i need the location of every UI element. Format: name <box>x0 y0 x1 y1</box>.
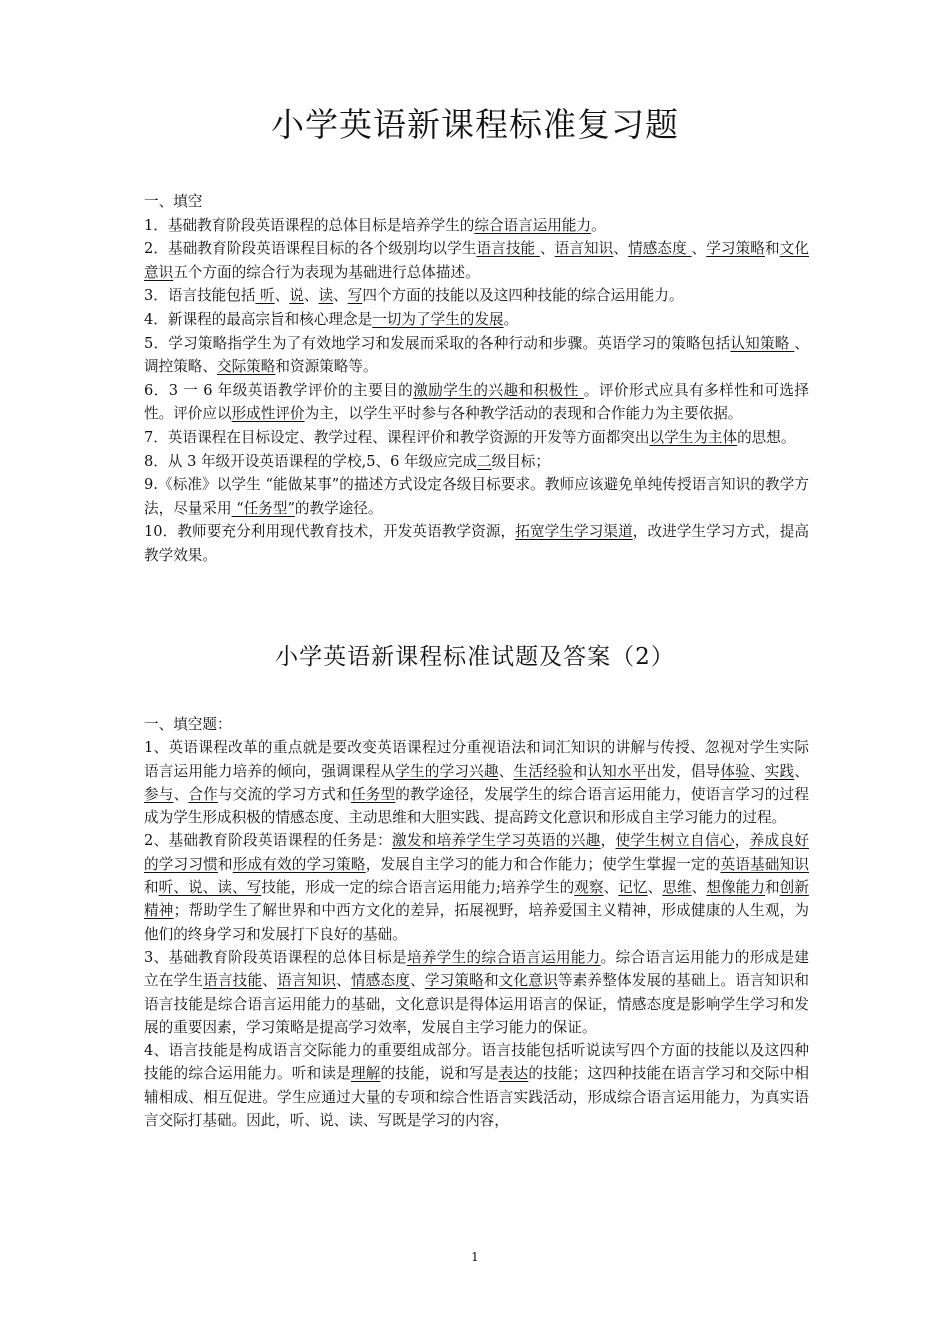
question-text: 10．教师要充分利用现代教育技术，开发英语教学资源， <box>144 523 516 541</box>
answer-text: 理解 <box>350 1065 381 1083</box>
answer-text: 学生的学习兴趣 <box>395 762 499 780</box>
question-text: 1．基础教育阶段英语课程的总体目标是培养学生的 <box>144 216 475 234</box>
question-text: 、调控策略、 <box>144 334 810 376</box>
question-list <box>144 214 809 568</box>
answer-text: 记忆 <box>618 879 648 897</box>
question-text: 的教学途径，发展学生的综合语言运用能力，使语言学习的过程成为学生形成积极的情感态度、主动思维和大胆实践、提高跨文化意识和形成自主学习能力的过程。 <box>144 785 809 827</box>
question-text: 。综合语言运用能力的形成是建立在学生 <box>144 948 809 990</box>
question-text: 和资源策略等。 <box>275 358 378 376</box>
answer-text: 思维 <box>662 879 692 897</box>
question-text: ， <box>600 832 616 850</box>
review-section <box>144 190 809 568</box>
question-text: 2．基础教育阶段英语课程目标的各个级别均以学生 <box>144 240 477 258</box>
answer-text: 综合语言运用能力 <box>474 216 592 234</box>
answer-text: 认知策略 <box>730 334 795 352</box>
question-text: 四个方面的技能以及这四种技能的综合运用能力。 <box>362 287 684 305</box>
answer-text: 语言知识 <box>277 972 337 990</box>
answer-text: 培养学生的综合语言运用能力 <box>406 948 601 966</box>
answer-text: 语言技能 <box>476 240 540 258</box>
question-text: 和 <box>764 240 780 258</box>
answer-text: 听、说、读、写 <box>158 879 262 897</box>
answer-text: 想像能力 <box>706 879 765 897</box>
section-heading: 一、填空题： <box>144 716 232 733</box>
question-text: 、 <box>498 762 514 780</box>
question-item <box>144 520 809 567</box>
second-title: 小学英语新课程标准试题及答案（2） <box>275 644 675 670</box>
question-text: 、 <box>336 972 351 990</box>
question-text: 、 <box>691 240 707 258</box>
question-text: 4、语言技能是构成语言交际能力的重要组成部分。语言技能包括听说读写四个方面的技能以及这四种技能的综合运用能力。听和读是 <box>144 1042 809 1083</box>
answer-text: 体验 <box>720 762 750 780</box>
question-text: 、 <box>262 972 278 990</box>
answer-text: 生活经验 <box>513 762 573 780</box>
answer-text: 观察 <box>574 879 604 897</box>
answer-text: 认知水平 <box>587 762 647 780</box>
question-text: 和 <box>217 855 233 873</box>
question-text: 和 <box>572 762 588 780</box>
answer-text: 文化意识 <box>498 972 558 990</box>
question-text: 9.《标准》以学生 “能做某事”的描述方式设定各级目标要求。教师应该避免单纯传授语言知识的教学方法，尽量采用 <box>144 476 809 517</box>
answer-text: 听 <box>255 287 275 305</box>
question-item <box>144 946 809 1039</box>
question-text: 4．新课程的最高宗旨和核心理念是 <box>144 310 373 328</box>
question-text: 的技能，说和写是 <box>380 1065 499 1083</box>
question-text: ，改进学生学习方式，提高教学效果。 <box>144 523 809 564</box>
question-text: 、 <box>613 240 629 258</box>
question-text: 5．学习策略指学生为了有效地学习和发展而采取的各种行动和步骤。英语学习的策略包括 <box>144 334 731 352</box>
answer-text: 以学生为主体 <box>649 428 738 446</box>
question-text: 。评价形式应具有多样性和可选择性。评价应以 <box>144 381 809 423</box>
question-text: 出发，倡导 <box>646 762 721 780</box>
answer-text: 读 <box>318 287 334 305</box>
question-item <box>144 829 809 945</box>
question-item <box>144 450 809 474</box>
question-text: 级目标； <box>491 452 550 470</box>
question-text: 与交流的学习方式和 <box>217 785 351 803</box>
answer-text: 英语基础知识 <box>720 855 809 873</box>
answer-text: 学习策略 <box>706 240 765 258</box>
answer-text: 二 <box>476 452 492 470</box>
page-number: 1 <box>471 1250 479 1264</box>
question-text: 、 <box>794 762 809 780</box>
question-text: 、 <box>749 762 765 780</box>
question-item <box>144 284 809 308</box>
answer-text: 合作 <box>188 785 218 803</box>
question-text: 、 <box>274 287 290 305</box>
answer-text: 激励学生的兴趣和积极性 <box>413 381 584 399</box>
answer-text: 实践 <box>764 762 795 780</box>
question-item <box>144 237 809 284</box>
answer-text: 文化意识 <box>144 240 809 281</box>
question-text: ， <box>734 832 750 850</box>
question-text: 、 <box>691 879 707 897</box>
question-item <box>144 214 809 238</box>
answer-text: 交际策略 <box>216 358 276 376</box>
answer-text: 写 <box>347 287 363 305</box>
question-text: 7．英语课程在目标设定、教学过程、课程评价和教学资源的开发等方面都突出 <box>144 428 650 446</box>
answer-text: 任务型 <box>350 785 396 803</box>
question-text: 五个方面的综合行为表现为基础进行总体描述。 <box>173 263 480 281</box>
answer-text: 情感态度 <box>628 240 692 258</box>
question-text: 。 <box>503 310 519 328</box>
question-item <box>144 473 809 520</box>
question-text: 3．语言技能包括 <box>144 287 256 305</box>
answer-text: 拓宽学生学习渠道 <box>515 523 633 541</box>
question-text: 、 <box>303 287 319 305</box>
question-text: 、 <box>410 972 425 990</box>
document-title: 小学英语新课程标准复习题 <box>271 105 679 144</box>
answers-section <box>144 713 809 1132</box>
question-item <box>144 426 809 450</box>
question-text: 。 <box>591 216 606 234</box>
question-text: 和 <box>483 972 499 990</box>
question-text: 技能，形成一定的综合语言运用能力;培养学生的 <box>261 879 575 897</box>
question-item <box>144 332 809 379</box>
answer-text: 形成性评价 <box>231 405 305 423</box>
section-heading: 一、填空 <box>144 193 203 210</box>
answer-text: 创新精神 <box>144 879 809 920</box>
question-item <box>144 1039 809 1132</box>
question-text: 3、基础教育阶段英语课程的总体目标是 <box>144 948 407 966</box>
answer-text: 语言技能 <box>203 972 263 990</box>
question-text: 、 <box>647 879 663 897</box>
question-text: 、 <box>539 240 555 258</box>
answer-text: 学习策略 <box>424 972 484 990</box>
question-text: 、 <box>173 785 189 803</box>
question-item <box>144 379 809 426</box>
answer-text: 语言知识 <box>554 240 614 258</box>
answer-text: “任务型” <box>231 499 295 517</box>
question-text: 和 <box>765 879 780 897</box>
question-text: ，发展自主学习的能力和合作能力；使学生掌握一定的 <box>365 855 721 873</box>
question-text: 为主，以学生平时参与各种教学活动的表现和合作能力为主要依据。 <box>304 405 743 423</box>
question-text: 、 <box>603 879 619 897</box>
answer-text: 表达 <box>498 1065 529 1083</box>
answer-text: 形成有效的学习策略 <box>232 855 366 873</box>
question-list <box>144 736 809 1132</box>
question-text: 的教学途径。 <box>294 499 383 517</box>
question-text: 和 <box>144 879 159 897</box>
answer-text: 参与 <box>144 785 174 803</box>
question-text: 6．3 一 6 年级英语教学评价的主要目的 <box>144 381 414 399</box>
question-item <box>144 308 809 332</box>
question-text: 的思想。 <box>737 428 796 446</box>
answer-text: 一切为了学生的发展 <box>372 310 504 328</box>
question-text: 1、英语课程改革的重点就是要改变英语课程过分重视语法和词汇知识的讲解与传授、忽视对学生实际语言运用能力培养的倾向，强调课程从 <box>144 739 809 780</box>
answer-text: 情感态度 <box>350 972 411 990</box>
answer-text: 养成良好的学习习惯 <box>144 832 809 873</box>
question-text: 、 <box>333 287 348 305</box>
question-text: 等素养整体发展的基础上。语言知识和语言技能是综合语言运用能力的基础，文化意识是得体运用语言的保证，情感态度是影响学生学习和发展的重要因素，学习策略是提高学习效率，发展自主学习能力的保证。 <box>144 972 809 1036</box>
question-text: 2、基础教育阶段英语课程的任务是： <box>144 832 393 850</box>
answer-text: 激发和培养学生学习英语的兴趣 <box>392 832 601 850</box>
question-text: 8．从 3 年级开设英语课程的学校,5、6 年级应完成 <box>144 452 477 470</box>
question-item <box>144 736 809 829</box>
question-text: 的技能；这四种技能在语言学习和交际中相辅相成、相互促进。学生应通过大量的专项和综合性语言实践活动，形成综合语言运用能力，为真实语言交际打基础。因此，听、说、读、写既是学习的内容， <box>144 1065 809 1130</box>
answer-text: 说 <box>289 287 304 305</box>
answer-text: 使学生树立自信心 <box>615 832 735 850</box>
question-text: ；帮助学生了解世界和中西方文化的差异，拓展视野，培养爱国主义精神，形成健康的人生观，为他们的终身学习和发展打下良好的基础。 <box>144 902 809 943</box>
